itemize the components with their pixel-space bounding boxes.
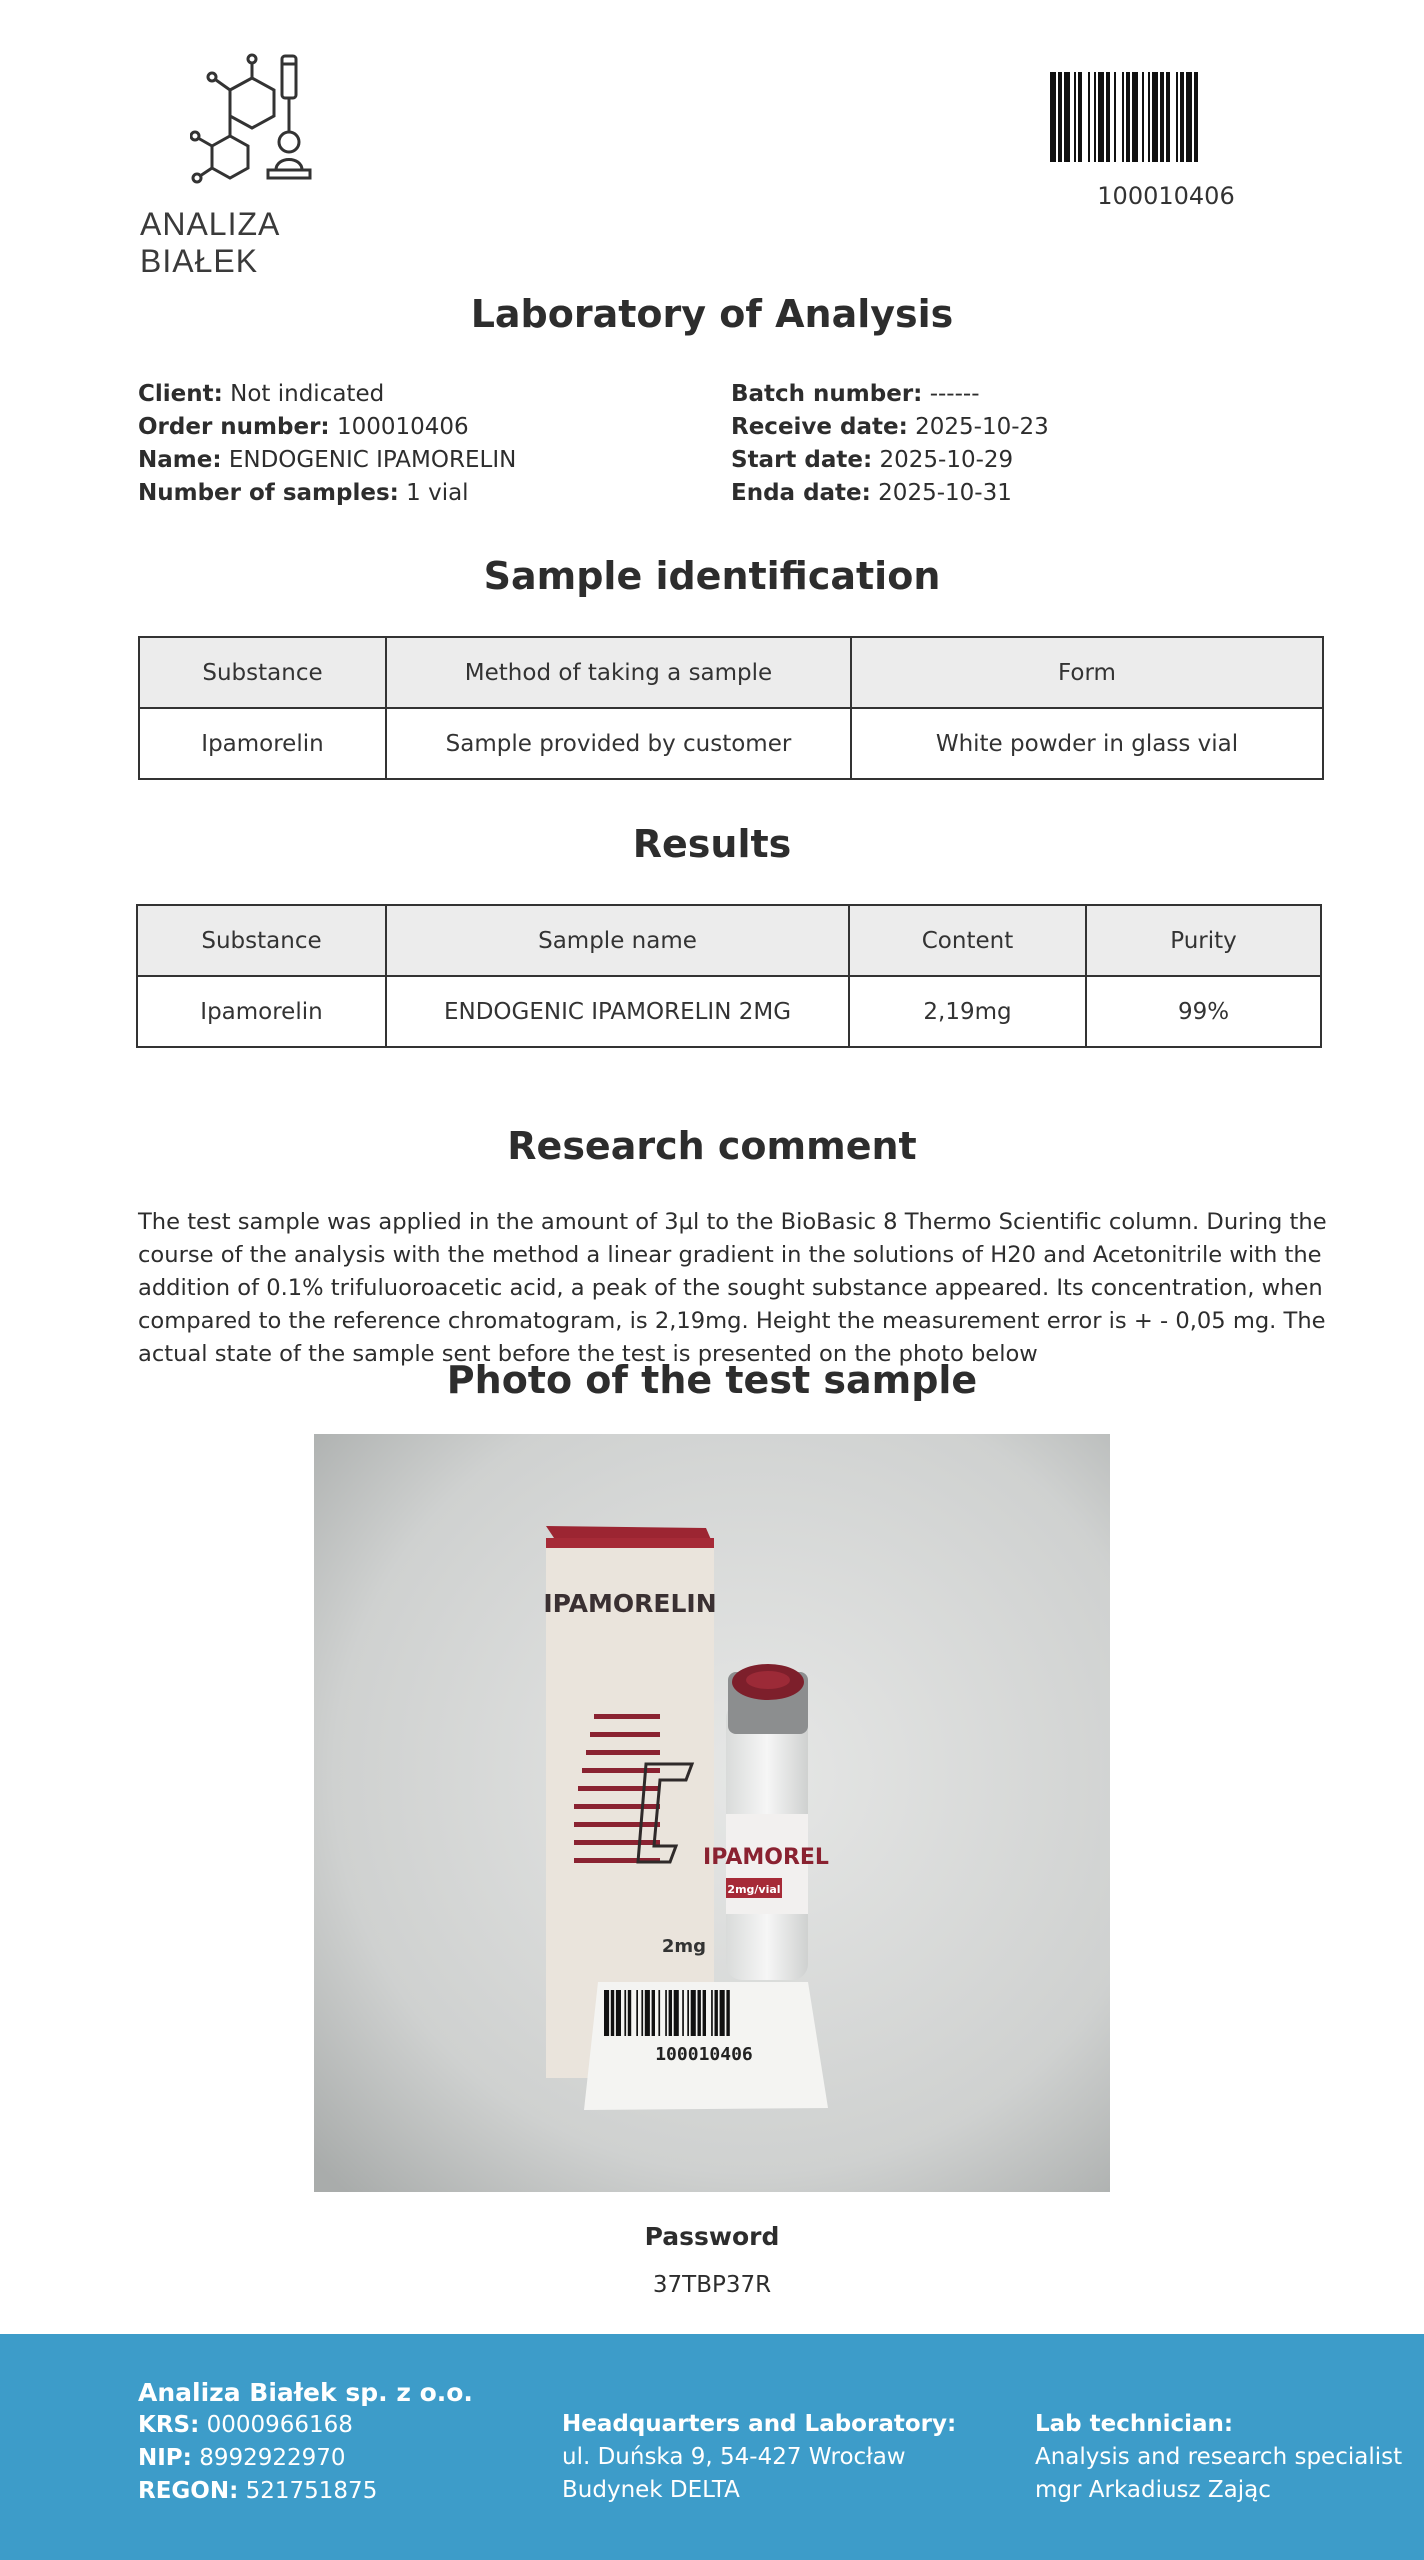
footer-headquarters [562,2408,956,2507]
krs-value: 0000966168 [206,2412,353,2438]
name-value: ENDOGENIC IPAMORELIN [228,447,517,473]
photo-barcode-number: 100010406 [655,2044,753,2065]
vial-band: 2mg/vial [727,1883,781,1896]
receive-value: 2025-10-23 [915,414,1049,440]
sample-identification-table [138,636,1324,780]
table-cell: Sample provided by customer [386,708,851,779]
nip-value: 8992922970 [199,2445,346,2471]
receive-row: Receive date: 2025-10-23 [731,414,1049,440]
section-title-photo: Photo of the test sample [446,1358,978,1402]
table-header-row [139,637,1323,708]
hq-building: Budynek DELTA [562,2477,740,2503]
regon-row: REGON: 521751875 [138,2478,378,2504]
barcode [1050,72,1282,162]
regon-value: 521751875 [245,2478,378,2504]
technician-name: mgr Arkadiusz Zając [1035,2477,1271,2503]
section-title-research-comment: Research comment [507,1124,917,1168]
samples-row: Number of samples: 1 vial [138,480,469,506]
technician-role: Analysis and research specialist [1035,2444,1403,2470]
box-label: IPAMORELIN [543,1589,717,1618]
password-label: Password [644,2222,780,2251]
hq-title: Headquarters and Laboratory: [562,2411,957,2437]
company-logo [130,50,390,279]
footer-technician [1035,2408,1402,2507]
table-cell: Ipamorelin [139,708,386,779]
sample-photo [314,1434,1110,2192]
order-row: Order number: 100010406 [138,414,469,440]
order-value: 100010406 [336,414,469,440]
table-header-row [137,905,1321,976]
technician-title: Lab technician: [1035,2411,1234,2437]
table-row [139,708,1323,779]
table-header-cell: Method of taking a sample [386,637,851,708]
table-header-cell: Content [849,905,1086,976]
info-right [731,378,1049,510]
page-title: Laboratory of Analysis [470,292,954,336]
nip-row: NIP: 8992922970 [138,2445,346,2471]
table-cell: 99% [1086,976,1321,1047]
section-title-results: Results [632,822,792,866]
hq-address: ul. Duńska 9, 54-427 Wrocław [562,2444,906,2470]
end-row: Enda date: 2025-10-31 [731,480,1012,506]
research-comment-text: The test sample was applied in the amount of 3µl to the BioBasic 8 Thermo Scientific column. During the course of the analysis with the method a linear gradient in the solutions of H20 and Acetonitrile with the addition of 0.1% trifuluoroacetic acid, a peak of the sought substance appeared. Its concentration, when compared to the reference chromatogram, is 2,19mg. Height the measurement error is + - 0,05 mg. The actual state of the sample sent before the test is presented on the photo below [138,1209,1327,1367]
table-header-cell: Substance [137,905,386,976]
start-value: 2025-10-29 [879,447,1014,473]
table-cell: 2,19mg [849,976,1086,1047]
table-cell: White powder in glass vial [851,708,1323,779]
start-row: Start date: 2025-10-29 [731,447,1014,473]
name-row: Name: ENDOGENIC IPAMORELIN [138,447,517,473]
batch-value: ------ [929,381,980,407]
box-dose: 2mg [661,1936,707,1957]
logo-text: ANALIZA BIAŁEK [140,206,279,279]
table-header-cell: Purity [1086,905,1321,976]
table-header-cell: Sample name [386,905,849,976]
vial-label: IPAMOREL [703,1845,829,1870]
sample-photo-image [314,1434,1110,2192]
table-cell: Ipamorelin [137,976,386,1047]
barcode-number: 100010406 [1097,182,1235,210]
samples-value: 1 vial [406,480,469,506]
footer [0,2334,1424,2560]
table-header-cell: Substance [139,637,386,708]
client-row: Client: Not indicated [138,381,385,407]
info-left [138,378,516,510]
footer-company [138,2376,473,2508]
batch-row: Batch number: ------ [731,381,980,407]
table-row [137,976,1321,1047]
results-table [136,904,1322,1048]
company-name: Analiza Białek sp. z o.o. [138,2378,473,2407]
table-cell: ENDOGENIC IPAMORELIN 2MG [386,976,849,1047]
section-title-sample-identification: Sample identification [483,554,941,598]
client-value: Not indicated [230,381,385,407]
end-value: 2025-10-31 [878,480,1012,506]
krs-row: KRS: 0000966168 [138,2412,353,2438]
password-value: 37TBP37R [652,2272,772,2298]
table-header-cell: Form [851,637,1323,708]
microscope-molecule-icon [190,50,330,190]
